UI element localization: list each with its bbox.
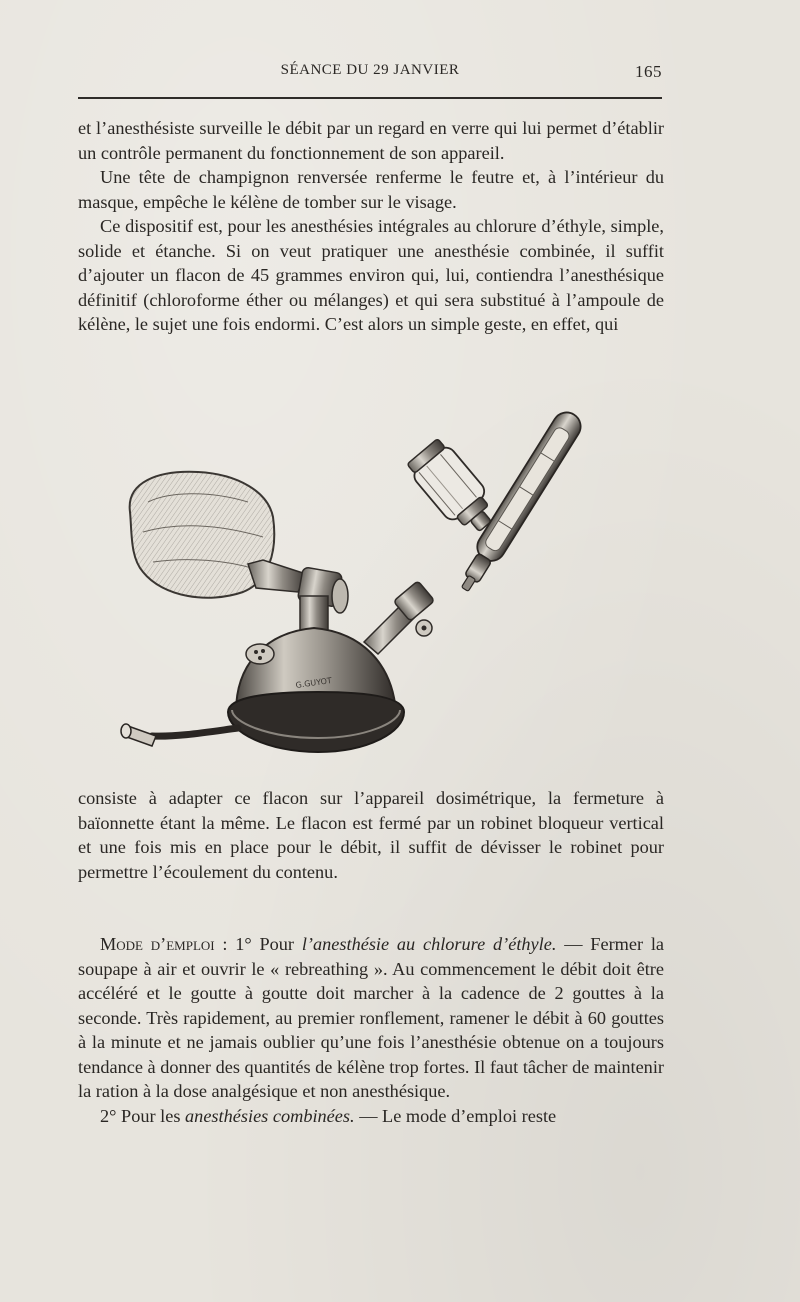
bag-connector — [248, 560, 348, 613]
anesthesia-apparatus-illustration — [108, 392, 628, 772]
item-lead: Pour — [259, 934, 295, 954]
item-lead: Pour les — [121, 1105, 181, 1126]
item-text: — Le mode d’emploi reste — [359, 1105, 557, 1126]
text-block-top — [78, 116, 664, 337]
item-topic: l’anesthésie au chlorure d’éthyle. — [301, 934, 557, 954]
item-number: 1° — [235, 934, 252, 954]
item-topic: anesthésies combinées. — [185, 1105, 355, 1126]
page-header — [78, 62, 662, 84]
dosimeter-arm — [364, 581, 435, 654]
paragraph: et l’anesthésiste surveille le débit par un regard en verre qui lui permet d’établir un contrôle permanent du fonctionnement de son appareil. — [78, 118, 664, 163]
item-text: — Fermer la soupape à air et ouvrir le « rebreathing ». Au commencement le débit doit être accéléré et le goutte à goutte doit marcher à la cadence de 2 gouttes à la seconde. Très rapidement, au premier ronflement, ramener le débit à 60 gouttes à la minute et ne jamais oublier qu’une fois l’anesthésie obtenue on a toujours tendance à donner des quantités de kélène trop fortes. Il faut tâcher de maintenir la ration à la dose analgésique et non anesthésique. — [78, 934, 665, 1101]
header-rule — [78, 97, 662, 99]
paragraph: Ce dispositif est, pour les anesthésies intégrales au chlorure d’éthyle, simple, solide et étanche. Si on veut pratiquer une anesthésie combinée, il suffit d’ajouter un flacon de 45 grammes environ qui, lui, contiendra l’anesthésique définitif (chloroforme éther ou mélanges) et qui sera substitué à l’ampoule de kélène, le sujet une fois endormi. C’est alors un simple geste, en effet, qui — [78, 216, 664, 334]
maker-mark: G.GUYOT — [295, 675, 333, 690]
mode-emploi-section — [78, 932, 664, 1128]
air-valve — [246, 644, 274, 664]
rubber-hose — [121, 724, 238, 746]
running-title: SÉANCE DU 29 JANVIER — [280, 62, 460, 78]
item-number: 2° — [100, 1105, 117, 1126]
text-block-after-figure — [78, 786, 664, 884]
paragraph: consiste à adapter ce flacon sur l’appareil dosimétrique, la fermeture à baïonnette étant la même. Le flacon est fermé par un robinet bloqueur vertical et une fois mis en place pour le débit, il suffit de dévisser le robinet pour permettre l’écoulement du contenu. — [78, 788, 664, 882]
mode-emploi-item-2 — [78, 1104, 664, 1129]
page-number: 165 — [635, 62, 662, 81]
mode-emploi-heading: Mode d’emploi : — [100, 934, 228, 954]
mode-emploi-item-1 — [78, 932, 664, 1104]
paragraph: Une tête de champignon renversée renferme le feutre et, à l’intérieur du masque, empêche le kélène de tomber sur le visage. — [78, 167, 664, 212]
